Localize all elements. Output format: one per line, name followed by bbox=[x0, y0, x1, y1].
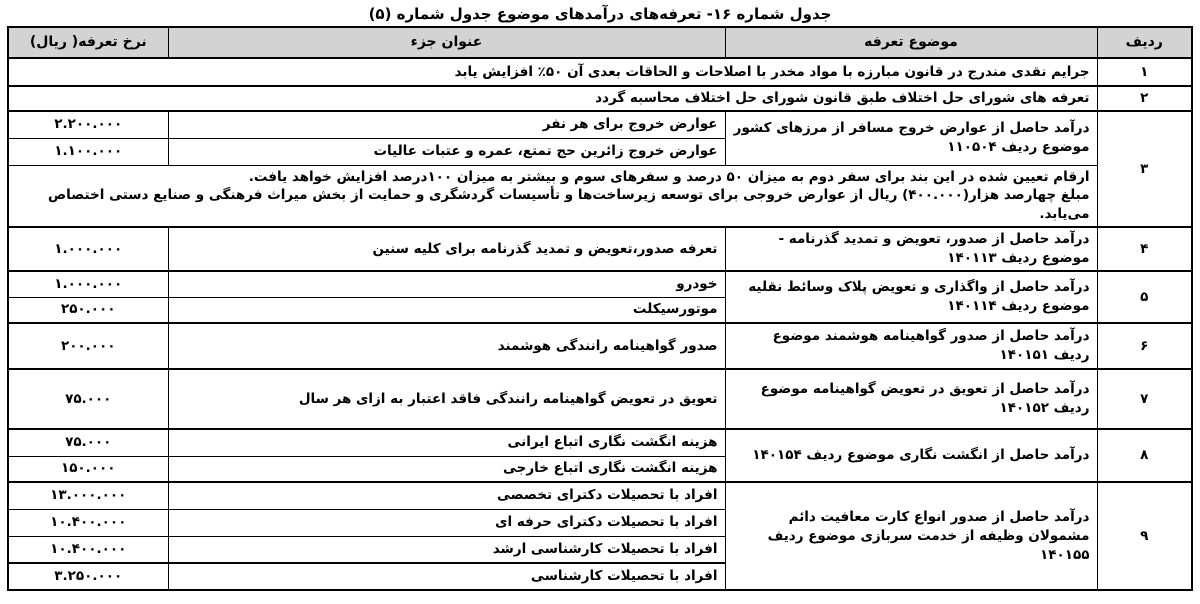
rate-cell: ۲۵۰.۰۰۰ bbox=[8, 297, 168, 323]
radif-cell: ۶ bbox=[1097, 323, 1192, 369]
header-nerkh: نرخ تعرفه( ریال) bbox=[8, 27, 168, 58]
subject-cell: درآمد حاصل از عوارض خروج مسافر از مرزهای کشور موضوع ردیف ۱۱۰۵۰۴ bbox=[725, 111, 1097, 165]
radif-cell: ۱ bbox=[1097, 58, 1192, 86]
item-label-cell: افراد با تحصیلات دکترای حرفه ای bbox=[168, 509, 725, 536]
rate-cell: ۱۵۰.۰۰۰ bbox=[8, 456, 168, 482]
table-row bbox=[8, 165, 1192, 227]
header-onvan: عنوان جزء bbox=[168, 27, 725, 58]
header-row bbox=[8, 27, 1192, 58]
rate-cell: ۱۰.۴۰۰.۰۰۰ bbox=[8, 536, 168, 563]
rate-cell: ۱.۰۰۰.۰۰۰ bbox=[8, 227, 168, 271]
table-row bbox=[8, 227, 1192, 271]
item-label-cell: صدور گواهینامه رانندگی هوشمند bbox=[168, 323, 725, 369]
row-text-cell: تعرفه های شورای حل اختلاف طبق قانون شورای حل اختلاف محاسبه گردد bbox=[8, 86, 1097, 111]
tariff-table bbox=[7, 26, 1193, 591]
table-row bbox=[8, 271, 1192, 297]
rate-cell: ۱.۱۰۰.۰۰۰ bbox=[8, 138, 168, 165]
radif-cell: ۷ bbox=[1097, 369, 1192, 429]
item-label-cell: خودرو bbox=[168, 271, 725, 297]
note-cell bbox=[8, 165, 1097, 227]
item-label-cell: افراد با تحصیلات کارشناسی bbox=[168, 563, 725, 590]
subject-cell: درآمد حاصل از صدور انواع کارت معافیت دائم مشمولان وظیفه از خدمت سربازی موضوع ردیف ۱۴۰۱۵۵ bbox=[725, 482, 1097, 590]
table-row bbox=[8, 111, 1192, 138]
rate-cell: ۳.۲۵۰.۰۰۰ bbox=[8, 563, 168, 590]
rate-cell: ۷۵.۰۰۰ bbox=[8, 369, 168, 429]
item-label-cell: افراد با تحصیلات کارشناسی ارشد bbox=[168, 536, 725, 563]
radif-cell: ۹ bbox=[1097, 482, 1192, 590]
header-mozoo: موضوع تعرفه bbox=[725, 27, 1097, 58]
rate-cell: ۲۰۰.۰۰۰ bbox=[8, 323, 168, 369]
subject-cell: درآمد حاصل از واگذاری و تعویض پلاک وسائط نقلیه موضوع ردیف ۱۴۰۱۱۴ bbox=[725, 271, 1097, 323]
note-line: ارقام تعیین شده در این بند برای سفر دوم به میزان ۵۰ درصد و سفرهای سوم و بیشتر به میزان ۱۰۰درصد افزایش خواهد یافت. bbox=[248, 168, 1090, 185]
item-label-cell: هزینه انگشت نگاری اتباع ایرانی bbox=[168, 429, 725, 456]
rate-cell: ۱۳.۰۰۰.۰۰۰ bbox=[8, 482, 168, 509]
table-row bbox=[8, 482, 1192, 509]
header-radif: ردیف bbox=[1097, 27, 1192, 58]
table-title: جدول شماره ۱۶- تعرفه‌های درآمدهای موضوع جدول شماره (۵) bbox=[368, 5, 832, 23]
item-label-cell: هزینه انگشت نگاری اتباع خارجی bbox=[168, 456, 725, 482]
table-row bbox=[8, 58, 1192, 86]
item-label-cell: عوارض خروج زائرین حج تمتع، عمره و عتبات عالیات bbox=[168, 138, 725, 165]
table-row bbox=[8, 323, 1192, 369]
item-label-cell: موتورسیکلت bbox=[168, 297, 725, 323]
subject-cell: درآمد حاصل از انگشت نگاری موضوع ردیف ۱۴۰۱۵۴ bbox=[725, 429, 1097, 482]
subject-cell: درآمد حاصل از صدور، تعویض و تمدید گذرنامه - موضوع ردیف ۱۴۰۱۱۳ bbox=[725, 227, 1097, 271]
item-label-cell: تعویق در تعویض گواهینامه رانندگی فاقد اعتبار به ازای هر سال bbox=[168, 369, 725, 429]
table-row bbox=[8, 429, 1192, 456]
radif-cell: ۸ bbox=[1097, 429, 1192, 482]
row-text-cell: جرایم نقدی مندرج در قانون مبارزه با مواد مخدر با اصلاحات و الحاقات بعدی آن ۵۰٪ افزایش یابد bbox=[8, 58, 1097, 86]
table-row bbox=[8, 86, 1192, 111]
table-row bbox=[8, 369, 1192, 429]
note-line: مبلغ چهارصد هزار(۴۰۰.۰۰۰) ریال از عوارض خروجی برای توسعه زیرساخت‌ها و تأسیسات گردشگری و حمایت از بخش میراث فرهنگی و صنایع دستی اختصاص می‌یابد. bbox=[48, 187, 1090, 223]
item-label-cell: عوارض خروج برای هر نفر bbox=[168, 111, 725, 138]
radif-cell: ۳ bbox=[1097, 111, 1192, 227]
item-label-cell: تعرفه صدور،تعویض و تمدید گذرنامه برای کلیه سنین bbox=[168, 227, 725, 271]
rate-cell: ۱.۰۰۰.۰۰۰ bbox=[8, 271, 168, 297]
rate-cell: ۱۰.۴۰۰.۰۰۰ bbox=[8, 509, 168, 536]
radif-cell: ۴ bbox=[1097, 227, 1192, 271]
radif-cell: ۲ bbox=[1097, 86, 1192, 111]
rate-cell: ۷۵.۰۰۰ bbox=[8, 429, 168, 456]
subject-cell: درآمد حاصل از صدور گواهینامه هوشمند موضوع ردیف ۱۴۰۱۵۱ bbox=[725, 323, 1097, 369]
subject-cell: درآمد حاصل از تعویق در تعویض گواهینامه موضوع ردیف ۱۴۰۱۵۲ bbox=[725, 369, 1097, 429]
rate-cell: ۲.۲۰۰.۰۰۰ bbox=[8, 111, 168, 138]
item-label-cell: افراد با تحصیلات دکترای تخصصی bbox=[168, 482, 725, 509]
radif-cell: ۵ bbox=[1097, 271, 1192, 323]
